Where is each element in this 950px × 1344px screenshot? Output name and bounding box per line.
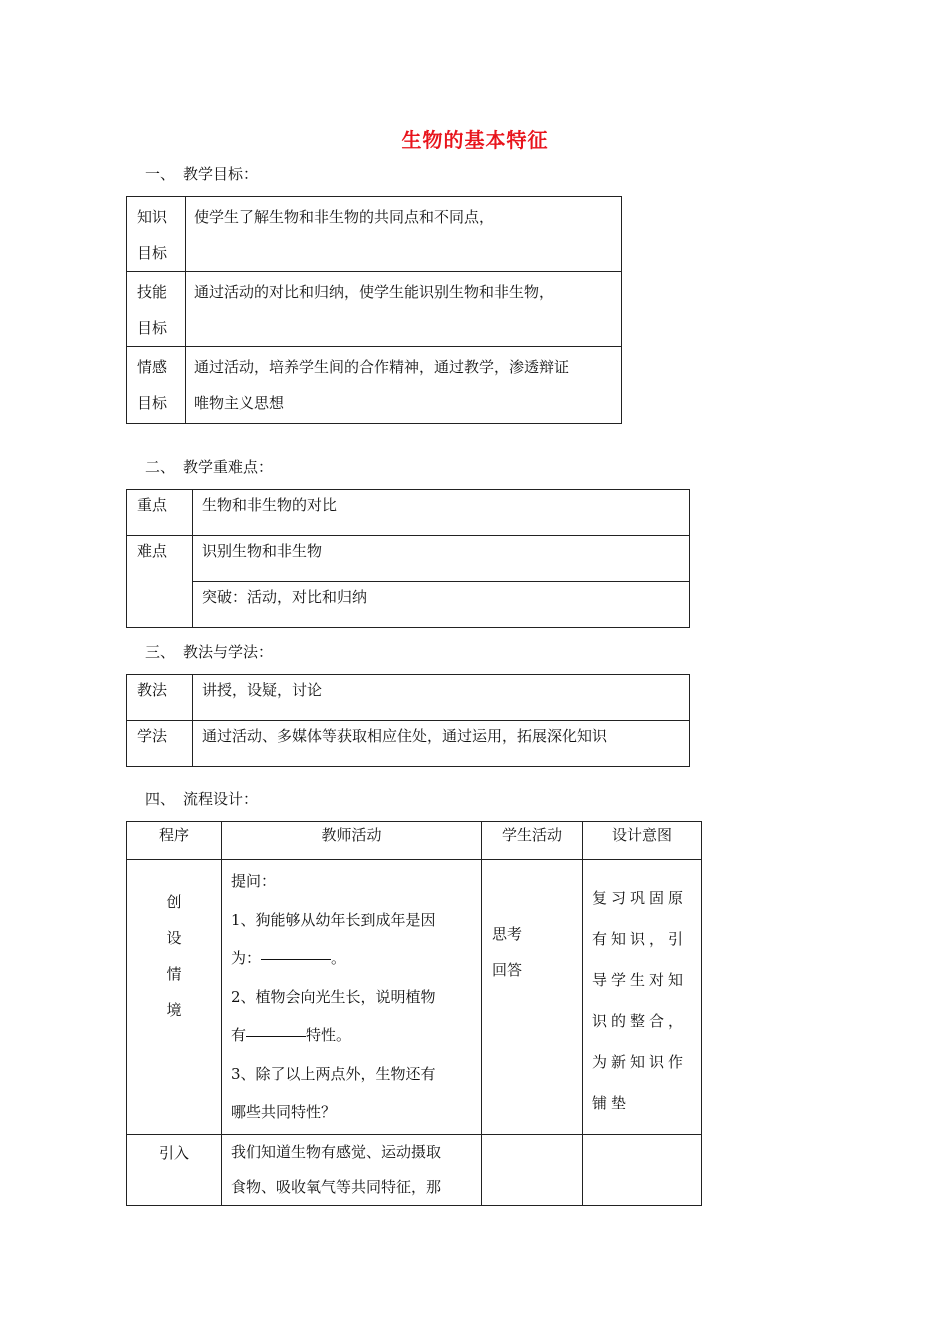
procedure-cell: 创 设 情 境 xyxy=(127,860,222,1135)
row-text: 突破：活动，对比和归纳 xyxy=(193,582,690,628)
table-row xyxy=(127,536,690,582)
teacher-activity-cell: 我们知道生物有感觉、运动摄取 食物、吸收氧气等共同特征，那 xyxy=(222,1134,482,1205)
row-text: 使学生了解生物和非生物的共同点和不同点， xyxy=(186,197,622,272)
table-row xyxy=(127,1134,702,1205)
section-heading-methods xyxy=(145,641,273,662)
column-header: 教师活动 xyxy=(222,822,482,860)
section-label: 教法与学法： xyxy=(183,643,274,661)
section-number: 三、 xyxy=(145,643,176,661)
page-title: 生物的基本特征 xyxy=(401,128,549,152)
keypoints-table xyxy=(126,489,690,628)
table-row xyxy=(127,347,622,424)
column-header: 设计意图 xyxy=(583,822,702,860)
table-row xyxy=(127,582,690,628)
table-row xyxy=(127,860,702,1135)
table-row xyxy=(127,490,690,536)
row-label: 情感 目标 xyxy=(127,347,186,424)
row-text: 讲授，设疑，讨论 xyxy=(193,675,690,721)
table-row xyxy=(127,197,622,272)
section-number: 四、 xyxy=(145,790,176,808)
objectives-table xyxy=(126,196,622,424)
table-row xyxy=(127,721,690,767)
section-label: 教学目标： xyxy=(183,165,259,183)
row-text: 生物和非生物的对比 xyxy=(193,490,690,536)
row-text: 通过活动的对比和归纳，使学生能识别生物和非生物， xyxy=(186,272,622,347)
methods-table xyxy=(126,674,690,767)
row-label: 重点 xyxy=(127,490,193,536)
student-activity-cell: 思考 回答 xyxy=(482,860,583,1135)
table-row xyxy=(127,675,690,721)
table-header-row xyxy=(127,822,702,860)
row-label: 学法 xyxy=(127,721,193,767)
fill-blank xyxy=(261,958,331,960)
design-intent-cell: 复习巩固原 有知识，引 导学生对知 识的整合， 为新知识作 铺垫 xyxy=(583,860,702,1135)
section-heading-flow xyxy=(145,788,258,809)
row-text: 识别生物和非生物 xyxy=(193,536,690,582)
row-label: 难点 xyxy=(127,536,193,628)
procedure-cell: 引入 xyxy=(127,1134,222,1205)
column-header: 学生活动 xyxy=(482,822,583,860)
teacher-activity-cell: 提问： 1、狗能够从幼年长到成年是因 为： 。 2、植物会向光生长，说明植物 有 特性。 3、除了以上两点外，生物还有 哪些共同特性？ xyxy=(222,860,482,1135)
table-row xyxy=(127,272,622,347)
student-activity-cell xyxy=(482,1134,583,1205)
column-header: 程序 xyxy=(127,822,222,860)
section-label: 流程设计： xyxy=(183,790,259,808)
row-label: 教法 xyxy=(127,675,193,721)
flow-table xyxy=(126,821,702,1206)
fill-blank xyxy=(246,1035,306,1037)
row-label: 知识 目标 xyxy=(127,197,186,272)
section-number: 一、 xyxy=(145,165,176,183)
row-label: 技能 目标 xyxy=(127,272,186,347)
section-label: 教学重难点： xyxy=(183,458,274,476)
row-text: 通过活动，培养学生间的合作精神，通过教学，渗透辩证 唯物主义思想 xyxy=(186,347,622,424)
section-number: 二、 xyxy=(145,458,176,476)
section-heading-keypoints xyxy=(145,456,273,477)
design-intent-cell xyxy=(583,1134,702,1205)
row-text: 通过活动、多媒体等获取相应住处，通过运用，拓展深化知识 xyxy=(193,721,690,767)
section-heading-objectives xyxy=(145,163,258,184)
